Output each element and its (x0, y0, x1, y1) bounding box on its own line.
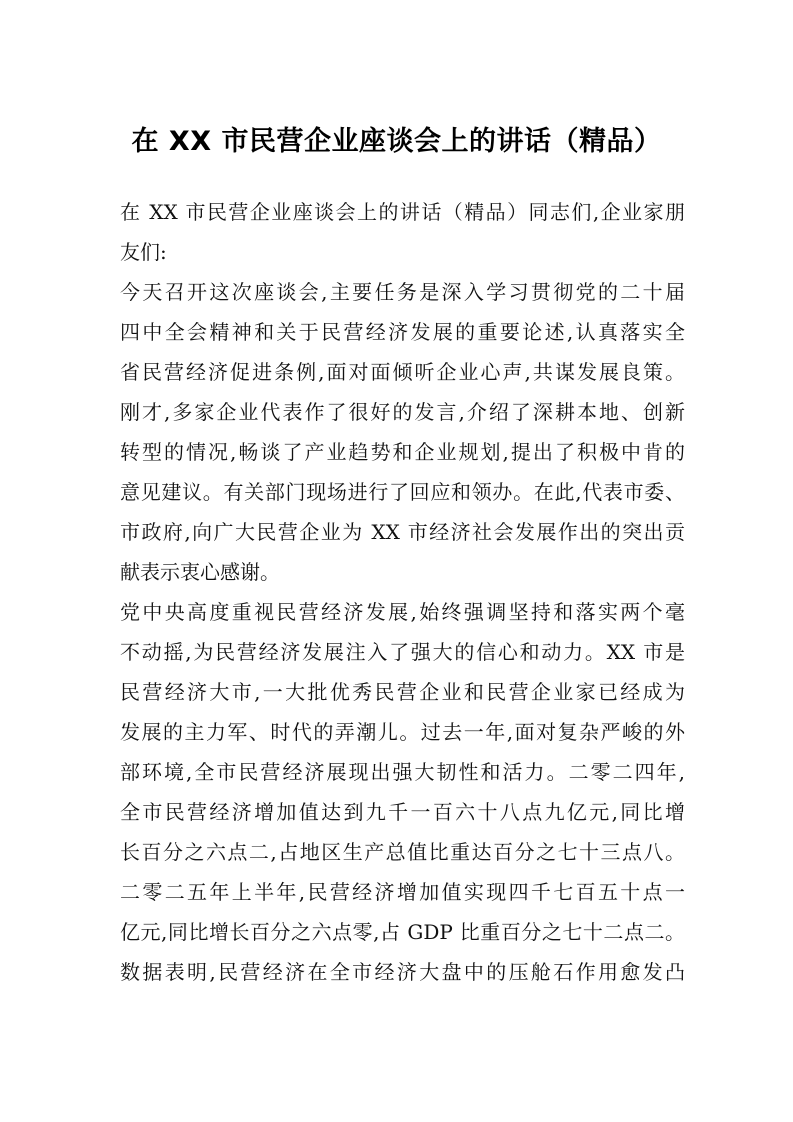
body-line: 转型的情况,畅谈了产业趋势和企业规划,提出了积极中肯的 (120, 440, 685, 464)
body-line: 刚才,多家企业代表作了很好的发言,介绍了深耕本地、创新 (120, 400, 685, 424)
body-line: 数据表明,民营经济在全市经济大盘中的压舱石作用愈发凸 (120, 960, 685, 984)
body-line: 省民营经济促进条例,面对面倾听企业心声,共谋发展良策。 (120, 360, 685, 384)
body-line: 党中央高度重视民营经济发展,始终强调坚持和落实两个毫 (120, 600, 685, 624)
body-line: 长百分之六点二,占地区生产总值比重达百分之七十三点八。 (120, 840, 685, 864)
body-line: 意见建议。有关部门现场进行了回应和领办。在此,代表市委、 (120, 480, 685, 504)
document-title: 在 XX 市民营企业座谈会上的讲话（精品） (131, 126, 662, 157)
body-line: 市政府,向广大民营企业为 XX 市经济社会发展作出的突出贡 (120, 520, 685, 544)
body-line: 四中全会精神和关于民营经济发展的重要论述,认真落实全 (120, 320, 685, 344)
body-line: 在 XX 市民营企业座谈会上的讲话（精品）同志们,企业家朋 (120, 200, 685, 224)
document-body (120, 192, 685, 992)
body-line: 民营经济大市,一大批优秀民营企业和民营企业家已经成为 (120, 680, 685, 704)
body-line: 献表示衷心感谢。 (120, 560, 280, 584)
body-line: 全市民营经济增加值达到九千一百六十八点九亿元,同比增 (120, 800, 685, 824)
body-line: 部环境,全市民营经济展现出强大韧性和活力。二零二四年, (120, 760, 685, 784)
body-line: 今天召开这次座谈会,主要任务是深入学习贯彻党的二十届 (120, 280, 685, 304)
body-line: 亿元,同比增长百分之六点零,占 GDP 比重百分之七十二点二。 (120, 920, 685, 944)
body-line: 不动摇,为民营经济发展注入了强大的信心和动力。XX 市是 (120, 640, 685, 664)
body-line: 友们: (120, 240, 167, 264)
body-line: 发展的主力军、时代的弄潮儿。过去一年,面对复杂严峻的外 (120, 720, 685, 744)
body-line: 二零二五年上半年,民营经济增加值实现四千七百五十点一 (120, 880, 685, 904)
